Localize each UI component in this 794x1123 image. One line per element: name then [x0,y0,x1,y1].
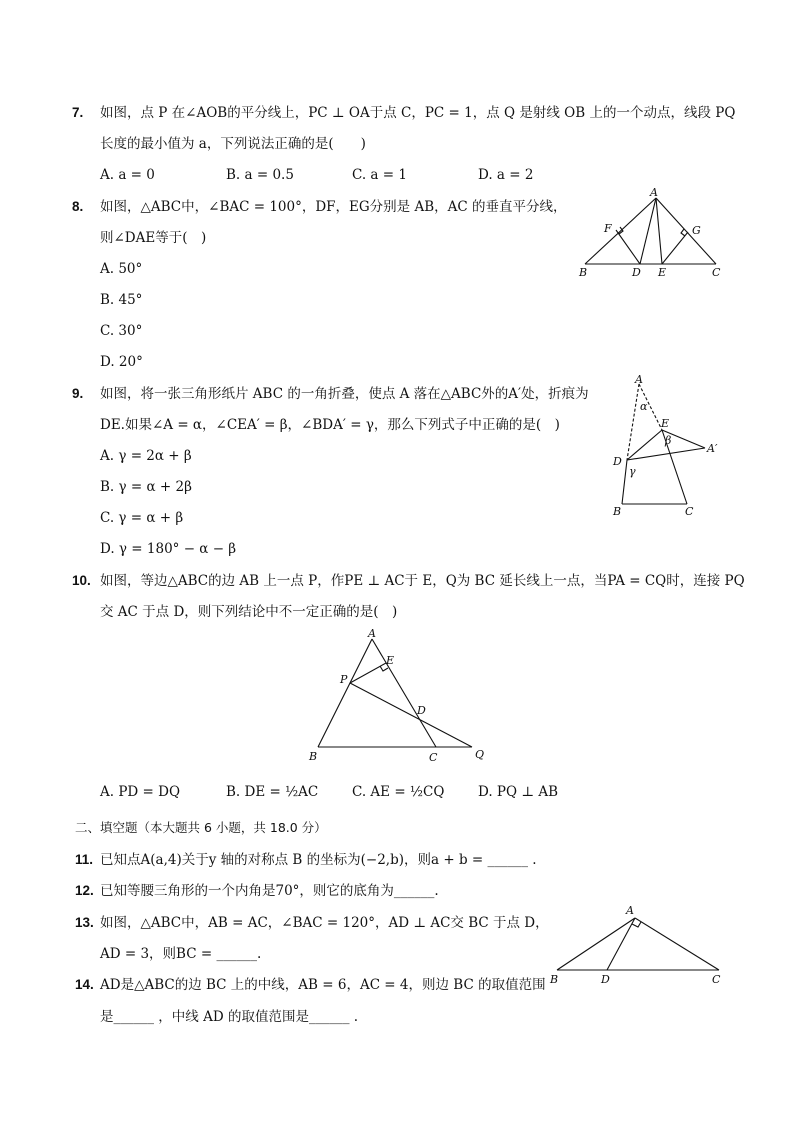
q9-label-b: B [613,505,622,518]
q8-stem-line2: 则∠DAE等于( ) [100,230,207,246]
q9-stem-line1: 如图，将一张三角形纸片 ABC 的一角折叠，使点 A 落在△ABC外的A′处，折痕为 [100,386,589,402]
q8-number: 8. [72,199,84,214]
q8-label-f: F [604,222,612,235]
q13-segment-ad [607,918,635,970]
q7-option-c: C. a = 1 [352,167,407,183]
q9-dashed-ad [627,384,639,460]
q8-label-e: E [658,266,667,278]
q7-option-b: B. a = 0.5 [226,167,294,183]
q9-option-b: B. γ = α + 2β [100,479,192,495]
q14-number: 14. [75,977,94,992]
q8-figure [574,186,730,278]
q13-side-ab [557,918,635,970]
q9-number: 9. [72,386,84,401]
q8-label-g: G [692,224,701,237]
q10-label-b: B [309,750,318,763]
q7-stem-line2: 长度的最小值为 a，下列说法正确的是( ) [100,136,366,152]
q8-label-c: C [712,266,721,278]
q9-label-a: A [635,373,643,386]
q9-option-d: D. γ = 180° − α − β [100,541,237,557]
q7-number: 7. [72,105,84,120]
q8-option-a: A. 50° [100,261,143,277]
q8-option-d: D. 20° [100,354,143,370]
q10-side-ac [372,639,436,747]
q12-stem-line1: 已知等腰三角形的一个内角是70°，则它的底角为______. [100,883,439,899]
section-fill-in-title: 二、填空题（本大题共 6 小题，共 18.0 分） [75,820,327,835]
q10-label-q: Q [475,748,485,761]
q11-stem-line1: 已知点A(a,4)关于y 轴的对称点 B 的坐标为(−2,b)，则a + b = ______ . [100,852,537,868]
q9-stem-line2: DE.如果∠A = α，∠CEA′ = β，∠BDA′ = γ，那么下列式子中正确的是( ) [100,417,560,433]
q10-number: 10. [72,573,91,588]
q10-segment-pq [350,683,472,747]
q13-number: 13. [75,915,94,930]
q13-side-ac [635,918,719,970]
q9-label-beta: β [665,434,672,447]
q13-label-c: C [712,973,721,986]
q9-option-a: A. γ = 2α + β [100,448,192,464]
q10-option-a: A. PD = DQ [100,784,181,800]
q10-label-e: E [386,654,395,667]
q8-label-a: A [650,186,658,199]
q13-stem-line1: 如图，△ABC中，AB = AC，∠BAC = 120°，AD ⊥ AC交 BC 于点 D， [100,915,549,931]
q10-label-d: D [417,704,426,717]
q13-stem-line2: AD = 3，则BC = ______. [100,946,262,962]
q8-side-ac [656,198,716,264]
q13-label-b: B [550,973,559,986]
q7-option-a: A. a = 0 [100,167,155,183]
q8-segment-df [616,230,640,264]
q10-label-a: A [368,627,376,640]
q10-label-c: C [429,751,438,764]
q13-label-d: D [601,973,610,986]
q10-stem-line1: 如图，等边△ABC的边 AB 上一点 P，作PE ⊥ AC于 E，Q为 BC 延长线上一点，当PA = CQ时，连接 PQ [100,573,745,589]
q8-segment-eg [662,232,688,264]
q9-label-d: D [613,455,622,468]
q9-label-a-prime: A′ [707,442,718,455]
q9-label-e: E [661,417,670,430]
q10-label-p: P [340,673,348,686]
q8-label-b: B [579,266,588,278]
q14-stem-line2: 是______ ，中线 AD 的取值范围是______ . [100,1009,359,1025]
q13-right-angle-a [632,922,641,927]
q10-side-ab [318,639,372,747]
q14-stem-line1: AD是△ABC的边 BC 上的中线，AB = 6，AC = 4，则边 BC 的取值范围 [100,977,546,993]
q9-option-c: C. γ = α + β [100,510,184,526]
q10-figure [300,625,495,770]
q8-label-d: D [632,266,641,278]
q10-option-d: D. PQ ⊥ AB [478,784,559,800]
q9-label-c: C [685,505,694,518]
q12-number: 12. [75,883,94,898]
q10-option-b: B. DE = ½AC [226,784,319,800]
q9-label-gamma: γ [629,465,636,478]
q11-number: 11. [75,852,94,867]
q8-option-c: C. 30° [100,323,143,339]
q8-stem-line1: 如图，△ABC中，∠BAC = 100°，DF，EG分别是 AB，AC 的垂直平分线， [100,199,567,215]
q13-figure [545,900,730,990]
q8-option-b: B. 45° [100,292,143,308]
q8-side-ab [585,198,656,264]
q9-label-alpha: α [640,400,648,413]
q7-option-d: D. a = 2 [478,167,534,183]
q7-stem-line1: 如图，点 P 在∠AOB的平分线上，PC ⊥ OA于点 C，PC = 1，点 Q 是射线 OB 上的一个动点，线段 PQ [100,105,736,121]
q8-segment-ae [656,198,662,264]
q8-segment-ad [640,198,656,264]
q9-figure [605,372,730,520]
q13-label-a: A [626,904,634,917]
q10-option-c: C. AE = ½CQ [352,784,445,800]
q9-side-bd [622,460,627,504]
q10-stem-line2: 交 AC 于点 D，则下列结论中不一定正确的是( ) [100,604,398,620]
